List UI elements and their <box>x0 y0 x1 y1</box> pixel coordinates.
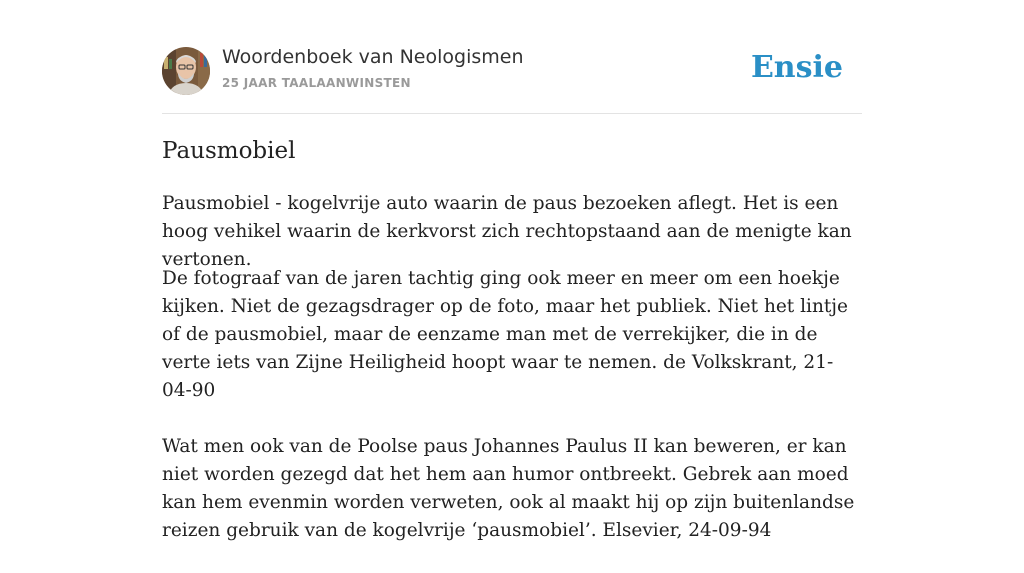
entry-title: Pausmobiel <box>162 138 296 164</box>
entry-definition: Pausmobiel - kogelvrije auto waarin de paus bezoeken aflegt. Het is een hoog vehikel waarin de kerkvorst zich rechtopstaand aan de menigte kan vertonen. <box>162 193 852 270</box>
quote-paragraph: De fotograaf van de jaren tachtig ging ook meer en meer om een hoekje kijken. Niet de gezagsdrager op de foto, maar het publiek. Niet het lintje of de pausmobiel, maar de eenzame man met de verrekijker, die in de verte iets van Zijne Heiligheid hoopt waar te nemen. de Volkskrant, 21-04-90 <box>162 268 848 401</box>
site-subtitle: 25 JAAR TAALAANWINSTEN <box>222 76 411 90</box>
page-container <box>162 0 862 541</box>
quote-paragraph: Wat men ook van de Poolse paus Johannes Paulus II kan beweren, er kan niet worden gezegd dat het hem aan humor ontbreekt. Gebrek aan moed kan hem evenmin worden verweten, ook al maakt hij op zijn buitenlandse reizen gebruik van de kogelvrije ‘pausmobiel’. Elsevier, 24-09-94 <box>162 436 855 541</box>
avatar-portrait-icon <box>162 47 210 95</box>
entry-quotes <box>162 265 862 573</box>
site-header <box>162 0 862 114</box>
brand-logo[interactable]: Ensie <box>750 50 843 85</box>
site-title[interactable]: Woordenboek van Neologismen <box>222 46 524 68</box>
author-avatar[interactable] <box>162 47 210 95</box>
